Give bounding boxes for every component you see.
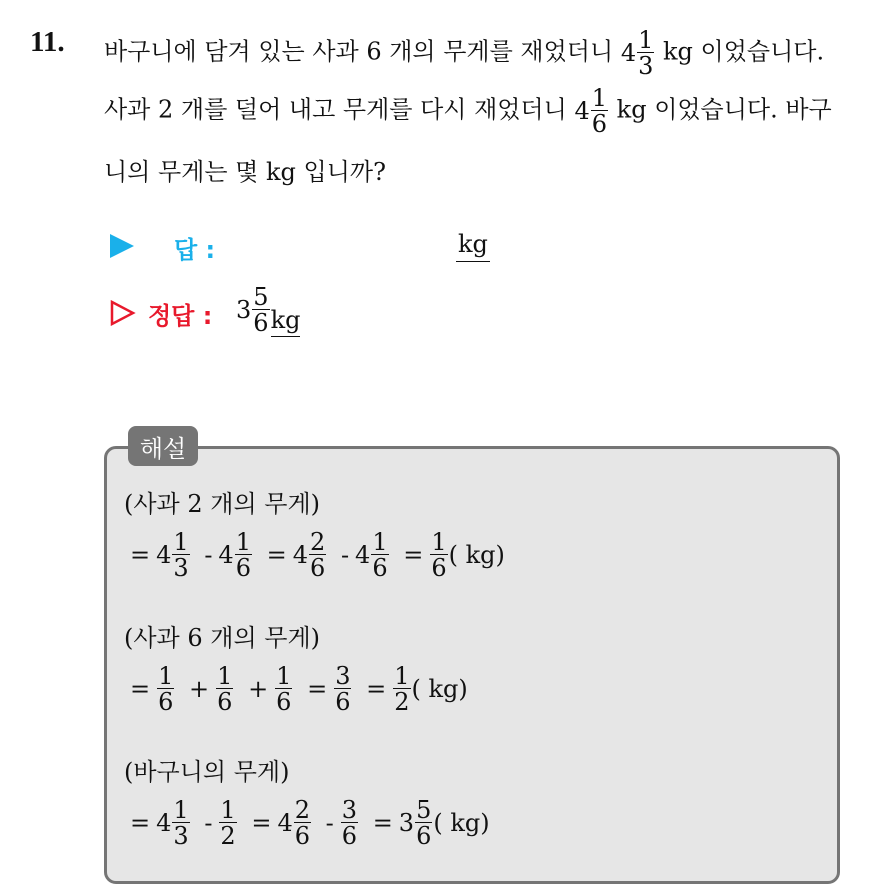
correct-answer-label: 정답 : (148, 302, 213, 330)
answer-unit: kg (456, 230, 490, 262)
solution-step-3-title: (바구니의 무게) (124, 758, 290, 786)
solution-step-3-equation: = 4 $\frac{1}{3}$ - $\frac{1}{2}$ = 4 $\frac{2}{6}$ - $\frac{3}{6}$ = 3 $\frac{5}{6}$ ( kg) (130, 796, 490, 850)
solution-step-2-equation: = $\frac{1}{6}$ + $\frac{1}{6}$ + $\frac{1}{6}$ = $\frac{3}{6}$ = $\frac{1}{2}$ ( kg) (130, 662, 468, 716)
question-number: 11. (30, 26, 65, 58)
question-text: 바구니에 담겨 있는 사과 6 개의 무게를 재었더니 (104, 37, 614, 66)
solution-tab: 해설 (128, 426, 198, 466)
outline-triangle-icon (110, 300, 136, 326)
solution-step-1-title: (사과 2 개의 무게) (124, 490, 320, 518)
correct-answer-row (110, 282, 510, 337)
question-text: 사과 2 개를 덜어 내고 무게를 다시 재었더니 (104, 95, 567, 124)
solution-step-1-equation: = 4 $\frac{1}{3}$ - 4 $\frac{1}{6}$ = 4 $\frac{2}{6}$ - 4 $\frac{1}{6}$ = $\frac{1}{6}$ ( kg) (130, 528, 505, 582)
answer-label: 답 : (174, 236, 216, 264)
question-text: kg 이었습니다. 바구 (616, 95, 832, 124)
fraction: $\frac{1}{6}$ (591, 84, 608, 138)
question-line-3: 니의 무게는 몇 kg 입니까? (104, 158, 386, 186)
correct-answer-unit: kg (271, 306, 301, 337)
fraction: $\frac{5}{6}$ (253, 282, 269, 337)
mixed-whole: 4 (620, 39, 637, 67)
play-triangle-icon (110, 234, 134, 258)
correct-answer-value: 3 $\frac{5}{6}$ kg (236, 282, 301, 337)
solution-step-2-title: (사과 6 개의 무게) (124, 624, 320, 652)
fraction: $\frac{1}{3}$ (638, 26, 654, 80)
mixed-whole: 4 (574, 97, 590, 125)
question-line-1 (104, 28, 824, 78)
question-text: kg 이었습니다. (663, 37, 825, 66)
question-line-2 (104, 86, 832, 136)
answer-row (110, 230, 510, 266)
